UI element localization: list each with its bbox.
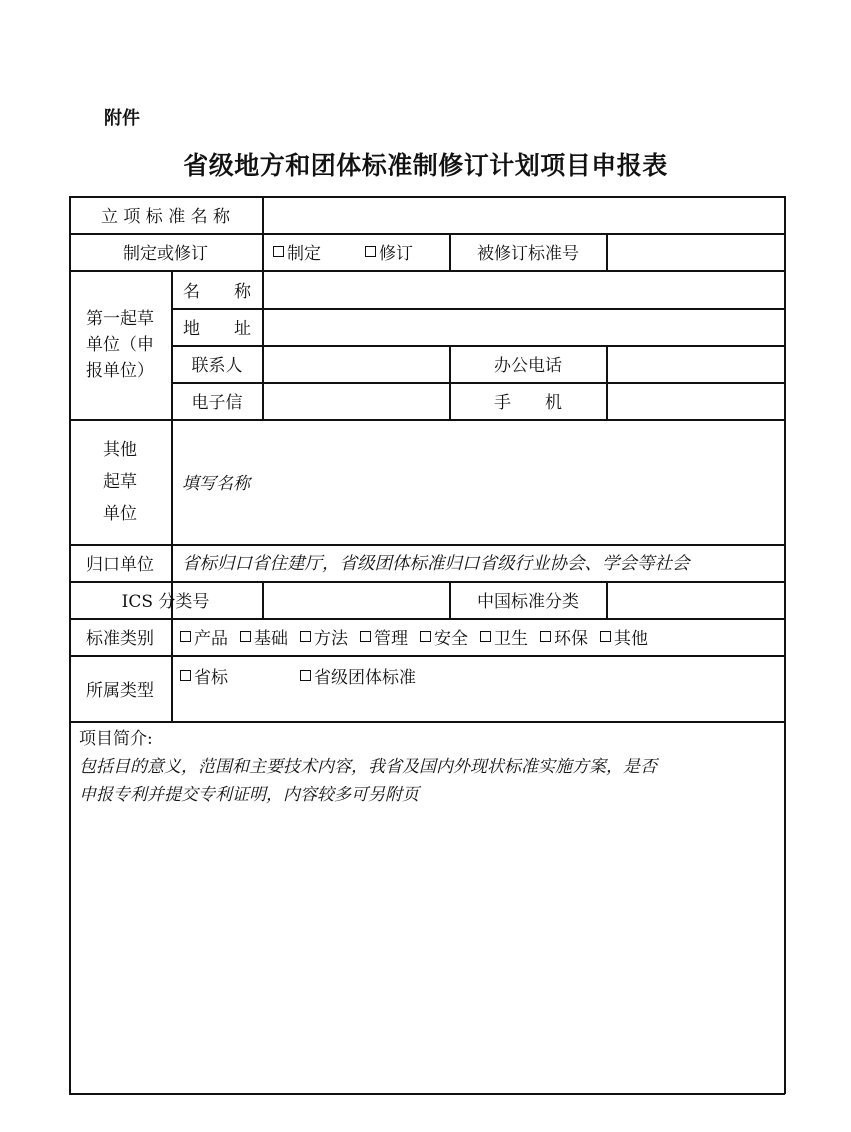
other-units-label-line: 其他 (103, 439, 137, 460)
intro-line: 包括目的意义，范围和主要技术内容，我省及国内外现状标准实施方案，是否 (79, 757, 657, 777)
category-options (172, 618, 784, 655)
authority-field[interactable]: 省标归口省住建厅，省级团体标准归口省级行业协会、学会等社会 (182, 554, 690, 574)
revised-standard-number-field[interactable] (607, 233, 784, 270)
checkbox-icon (420, 631, 431, 642)
checkbox-icon (300, 670, 311, 681)
category-hygiene-checkbox[interactable] (480, 624, 528, 649)
checkbox-icon (540, 631, 551, 642)
unit-address-field[interactable] (263, 308, 784, 345)
project-intro-label: 项目简介: (79, 729, 153, 749)
checkbox-icon (600, 631, 611, 642)
category-option-label: 管理 (374, 629, 408, 649)
category-environment-checkbox[interactable] (540, 624, 588, 649)
checkbox-icon (180, 670, 191, 681)
project-intro-field[interactable] (79, 753, 779, 809)
category-option-label: 方法 (314, 629, 348, 649)
category-option-label: 产品 (194, 629, 228, 649)
checkbox-icon (273, 246, 284, 257)
type-option-label: 省标 (194, 667, 228, 688)
other-units-label-line: 起草 (103, 471, 137, 492)
application-form (69, 196, 785, 1094)
email-field[interactable] (263, 382, 449, 419)
office-phone-label: 办公电话 (494, 356, 562, 376)
category-basic-checkbox[interactable] (240, 624, 288, 649)
standard-name-label: 立 项 标 准 名 称 (100, 207, 231, 227)
contact-label: 联系人 (191, 356, 243, 376)
unit-name-label: 名 称 (183, 281, 251, 302)
type-options (172, 655, 784, 695)
ics-label: ICS 分类号 (121, 592, 210, 612)
cn-classification-field[interactable] (607, 581, 784, 618)
checkbox-icon (480, 631, 491, 642)
standard-name-field[interactable] (263, 196, 784, 233)
category-other-checkbox[interactable] (600, 624, 648, 649)
checkbox-icon (240, 631, 251, 642)
revise-type-options (263, 233, 449, 270)
other-drafting-units-label (69, 419, 171, 544)
checkbox-icon (180, 631, 191, 642)
email-label: 电子信 (191, 393, 243, 413)
unit-name-field[interactable] (263, 270, 784, 308)
mobile-field[interactable] (607, 382, 784, 419)
formulate-label: 制定 (287, 244, 321, 264)
category-option-label: 环保 (554, 629, 588, 649)
revise-type-label: 制定或修订 (123, 244, 208, 264)
formulate-checkbox[interactable] (273, 239, 321, 264)
type-group-standard-checkbox[interactable] (300, 663, 416, 688)
other-units-label-line: 单位 (103, 503, 137, 524)
checkbox-icon (360, 631, 371, 642)
unit-address-label: 地 址 (183, 319, 251, 339)
contact-field[interactable] (263, 345, 449, 382)
category-option-label: 卫生 (494, 629, 528, 649)
ics-field[interactable] (263, 581, 449, 618)
other-drafting-units-field[interactable]: 填写名称 (182, 474, 250, 494)
category-method-checkbox[interactable] (300, 624, 348, 649)
category-option-label: 其他 (614, 629, 648, 649)
category-label: 标准类别 (86, 629, 154, 649)
type-provincial-checkbox[interactable] (180, 663, 228, 688)
category-option-label: 基础 (254, 629, 288, 649)
category-management-checkbox[interactable] (360, 624, 408, 649)
revise-checkbox[interactable] (365, 239, 413, 264)
revise-label: 修订 (379, 244, 413, 264)
authority-label: 归口单位 (86, 555, 154, 575)
intro-line: 申报专利并提交专利证明，内容较多可另附页 (79, 785, 419, 805)
form-title: 省级地方和团体标准制修订计划项目申报表 (183, 151, 668, 180)
attachment-label: 附件 (104, 108, 140, 129)
checkbox-icon (300, 631, 311, 642)
revised-standard-number-label: 被修订标准号 (477, 244, 579, 264)
first-unit-label-line: 报单位） (86, 360, 154, 381)
type-option-label: 省级团体标准 (314, 667, 416, 688)
type-label: 所属类型 (86, 680, 154, 701)
office-phone-field[interactable] (607, 345, 784, 382)
cn-classification-label: 中国标准分类 (477, 592, 579, 612)
mobile-label: 手 机 (494, 393, 562, 413)
checkbox-icon (365, 246, 376, 257)
first-unit-label-line: 第一起草 (86, 308, 154, 329)
category-product-checkbox[interactable] (180, 624, 228, 649)
category-safety-checkbox[interactable] (420, 624, 468, 649)
first-drafting-unit-label (69, 270, 171, 419)
category-option-label: 安全 (434, 629, 468, 649)
first-unit-label-line: 单位（申 (86, 334, 154, 355)
